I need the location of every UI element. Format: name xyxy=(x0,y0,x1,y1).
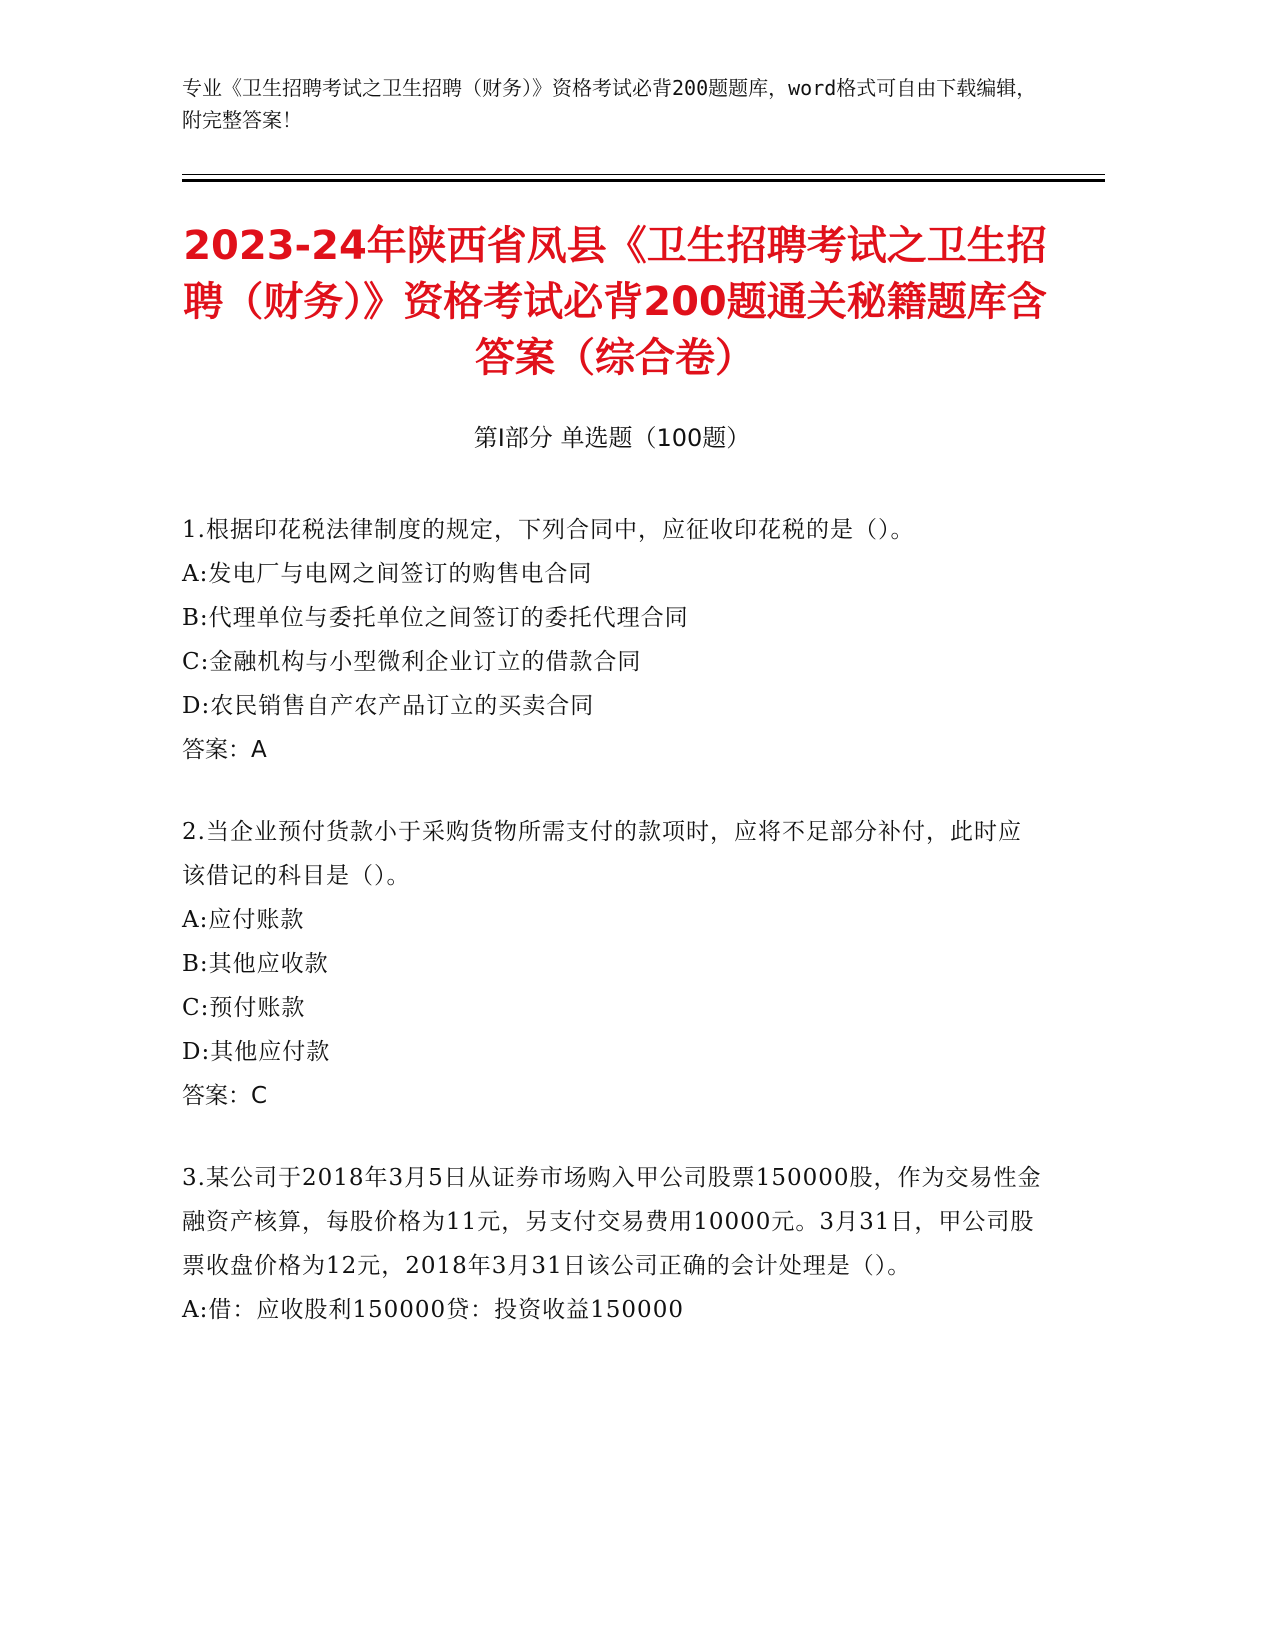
option-a: A:应付账款 xyxy=(182,907,305,933)
option-d: D:农民销售自产农产品订立的买卖合同 xyxy=(182,693,595,719)
document-title: 2023-24年陕西省凤县《卫生招聘考试之卫生招聘（财务）》资格考试必背200题通关秘籍题库含答案（综合卷） xyxy=(183,223,1047,381)
question-list xyxy=(182,508,1042,1370)
option-d: D:其他应付款 xyxy=(182,1039,331,1065)
question-2 xyxy=(182,810,1042,1118)
answer: 答案：A xyxy=(182,737,267,763)
question-stem: 1.根据印花税法律制度的规定，下列合同中，应征收印花税的是（）。 xyxy=(182,517,915,543)
option-a: A:发电厂与电网之间签订的购售电合同 xyxy=(182,561,593,587)
section-heading: 第Ⅰ部分 单选题（100题） xyxy=(473,424,751,452)
option-c: C:金融机构与小型微利企业订立的借款合同 xyxy=(182,649,642,675)
header-note: 专业《卫生招聘考试之卫生招聘（财务）》资格考试必背200题题库，word格式可自由下载编辑，附完整答案！ xyxy=(182,76,1037,132)
question-stem: 2.当企业预付货款小于采购货物所需支付的款项时，应将不足部分补付，此时应该借记的科目是（）。 xyxy=(182,819,1022,889)
question-stem: 3.某公司于2018年3月5日从证券市场购入甲公司股票150000股，作为交易性金融资产核算，每股价格为11元，另支付交易费用10000元。3月31日，甲公司股票收盘价格为12元，2018年3月31日该公司正确的会计处理是（）。 xyxy=(182,1165,1042,1279)
option-b: B:其他应收款 xyxy=(182,951,329,977)
header-divider-thick xyxy=(182,179,1105,182)
option-a: A:借：应收股利150000贷：投资收益150000 xyxy=(182,1297,684,1323)
answer: 答案：C xyxy=(182,1083,268,1109)
header-divider-thin xyxy=(182,174,1105,175)
question-1 xyxy=(182,508,1042,772)
question-3 xyxy=(182,1156,1042,1332)
option-b: B:代理单位与委托单位之间签订的委托代理合同 xyxy=(182,605,689,631)
option-c: C:预付账款 xyxy=(182,995,306,1021)
